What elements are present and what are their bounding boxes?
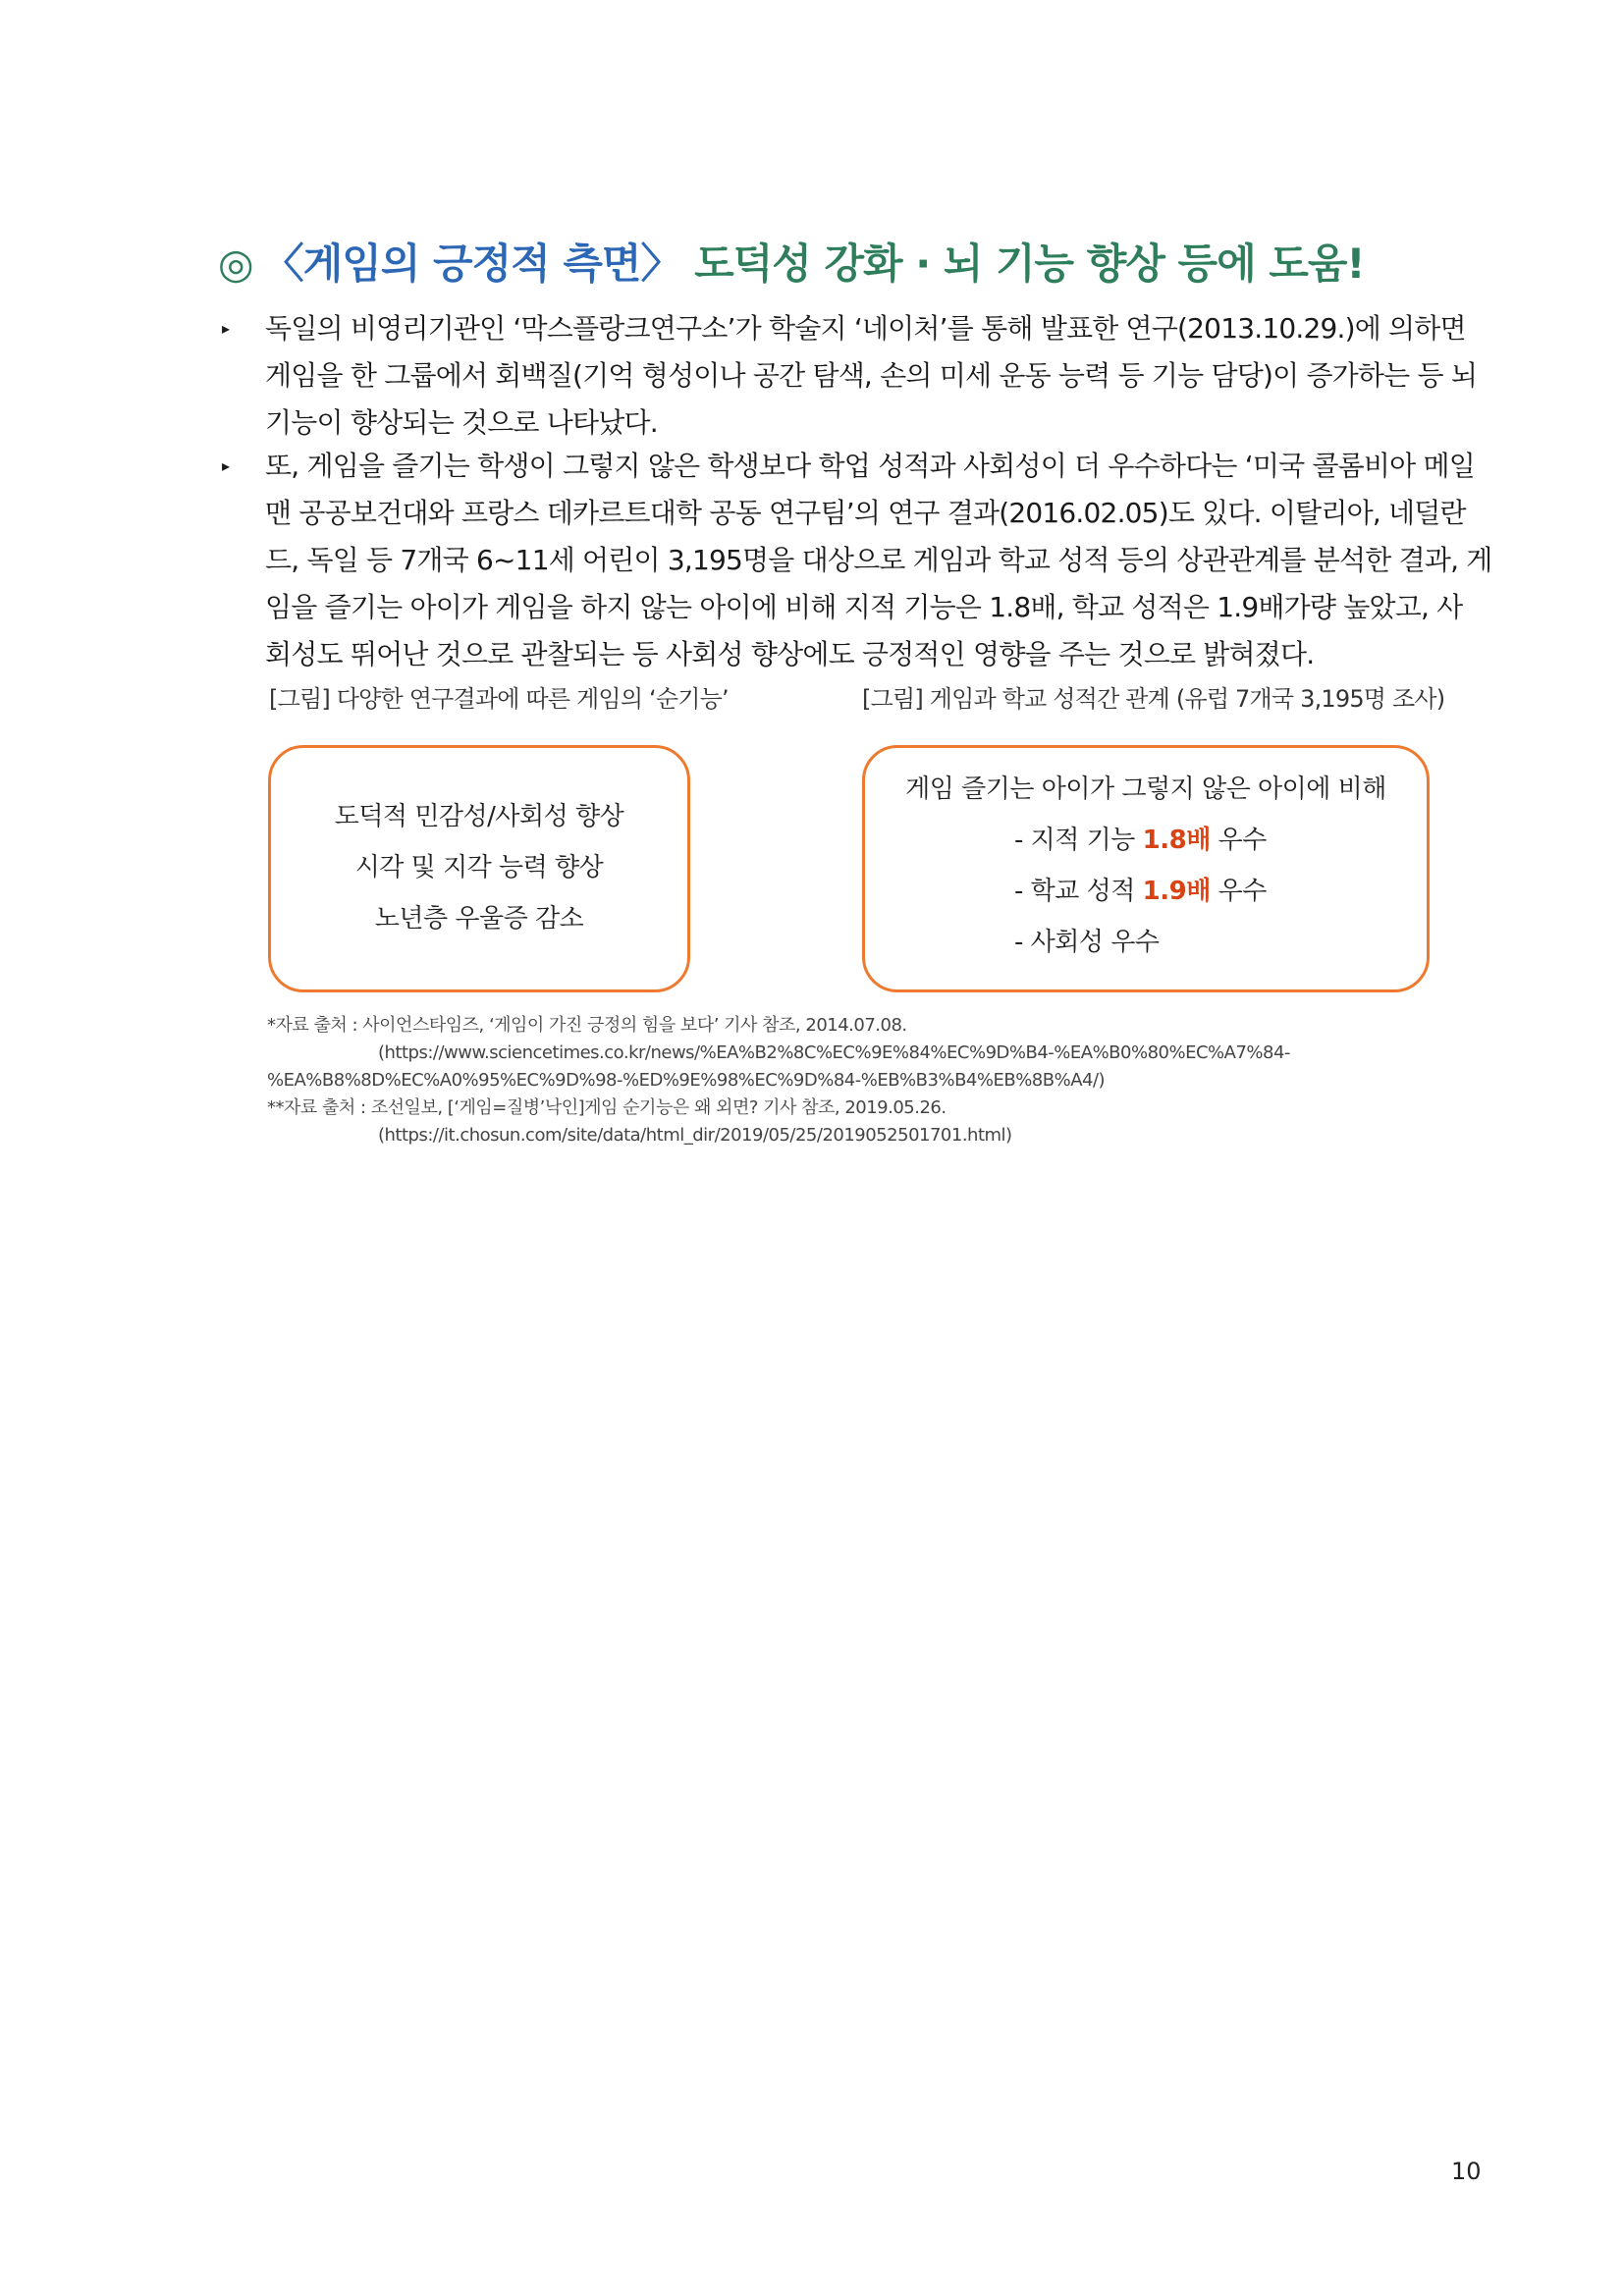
heading-topic: 〈게임의 긍정적 측면〉 xyxy=(262,240,681,288)
bullet-paragraph-2 xyxy=(222,443,1492,678)
comparison-item xyxy=(865,815,1427,866)
page-number: 10 xyxy=(1451,2158,1482,2185)
benefits-box xyxy=(268,745,690,992)
benefit-item: 도덕적 민감성/사회성 향상 xyxy=(334,802,624,831)
comparison-label: - 사회성 우수 xyxy=(1014,928,1160,957)
source-line: *자료 출처 : 사이언스타임즈, ‘게임이 가진 긍정의 힘을 보다’ 기사 참조, 2014.07.08. xyxy=(267,1015,907,1036)
heading-summary: 도덕성 강화 · 뇌 기능 향상 등에 도움! xyxy=(694,240,1365,288)
bullet-arrow-icon: ▸ xyxy=(222,319,230,338)
bullet-arrow-icon: ▸ xyxy=(222,456,230,475)
source-url: (https://it.chosun.com/site/data/html_dir/2019/05/25/2019052501701.html) xyxy=(378,1125,1012,1146)
double-circle-icon: ◎ xyxy=(218,240,253,288)
comparison-value: 1.8배 xyxy=(1142,826,1211,855)
comparison-label: - 지적 기능 xyxy=(1014,826,1143,855)
source-url: (https://www.sciencetimes.co.kr/news/%EA%B2%8C%EC%9E%84%EC%9D%B4-%EA%B0%80%EC%A7%84- xyxy=(378,1042,1290,1063)
paragraph-line: 또, 게임을 즐기는 학생이 그렇지 않은 학생보다 학업 성적과 사회성이 더 우수하다는 ‘미국 콜롬비아 메일 xyxy=(265,450,1476,482)
comparison-suffix: 우수 xyxy=(1210,877,1267,906)
paragraph-line: 독일의 비영리기관인 ‘막스플랑크연구소’가 학술지 ‘네이처’를 통해 발표한 연구(2013.10.29.)에 의하면 xyxy=(265,312,1466,345)
comparison-item xyxy=(865,917,1427,968)
paragraph-line: 맨 공공보건대와 프랑스 데카르트대학 공동 연구팀’의 연구 결과(2016.02.05)도 있다. 이탈리아, 네덜란 xyxy=(265,497,1466,529)
figure-caption-left: [그림] 다양한 연구결과에 따른 게임의 ‘순기능’ xyxy=(269,685,729,713)
source-url: %EA%B8%8D%EC%A0%95%EC%9D%98-%ED%9E%98%EC%9D%84-%EB%B3%B4%EB%8B%A4/) xyxy=(267,1070,1106,1091)
paragraph-line: 드, 독일 등 7개국 6~11세 어린이 3,195명을 대상으로 게임과 학교 성적 등의 상관관계를 분석한 결과, 게 xyxy=(265,544,1492,576)
paragraph-line: 기능이 향상되는 것으로 나타났다. xyxy=(265,406,658,439)
comparison-intro: 게임 즐기는 아이가 그렇지 않은 아이에 비해 xyxy=(905,774,1386,804)
section-heading xyxy=(218,232,1494,291)
bullet-paragraph-1 xyxy=(222,305,1480,447)
comparison-item xyxy=(865,866,1427,917)
paragraph-line: 게임을 한 그룹에서 회백질(기억 형성이나 공간 탐색, 손의 미세 운동 능력 등 기능 담당)이 증가하는 등 뇌 xyxy=(265,359,1478,392)
comparison-label: - 학교 성적 xyxy=(1014,877,1143,906)
comparison-suffix: 우수 xyxy=(1210,826,1267,855)
source-line: **자료 출처 : 조선일보, [‘게임=질병’낙인]게임 순기능은 왜 외면? 기사 참조, 2019.05.26. xyxy=(267,1097,947,1118)
school-performance-box xyxy=(862,745,1430,992)
figure-caption-right: [그림] 게임과 학교 성적간 관계 (유럽 7개국 3,195명 조사) xyxy=(862,685,1445,713)
comparison-value: 1.9배 xyxy=(1142,877,1211,906)
paragraph-line: 임을 즐기는 아이가 게임을 하지 않는 아이에 비해 지적 기능은 1.8배, 학교 성적은 1.9배가량 높았고, 사 xyxy=(265,591,1463,623)
source-notes xyxy=(267,1012,1290,1149)
paragraph-line: 회성도 뛰어난 것으로 관찰되는 등 사회성 향상에도 긍정적인 영향을 주는 것으로 밝혀졌다. xyxy=(265,638,1315,670)
benefit-item: 노년층 우울증 감소 xyxy=(374,904,584,934)
benefit-item: 시각 및 지각 능력 향상 xyxy=(354,853,604,882)
